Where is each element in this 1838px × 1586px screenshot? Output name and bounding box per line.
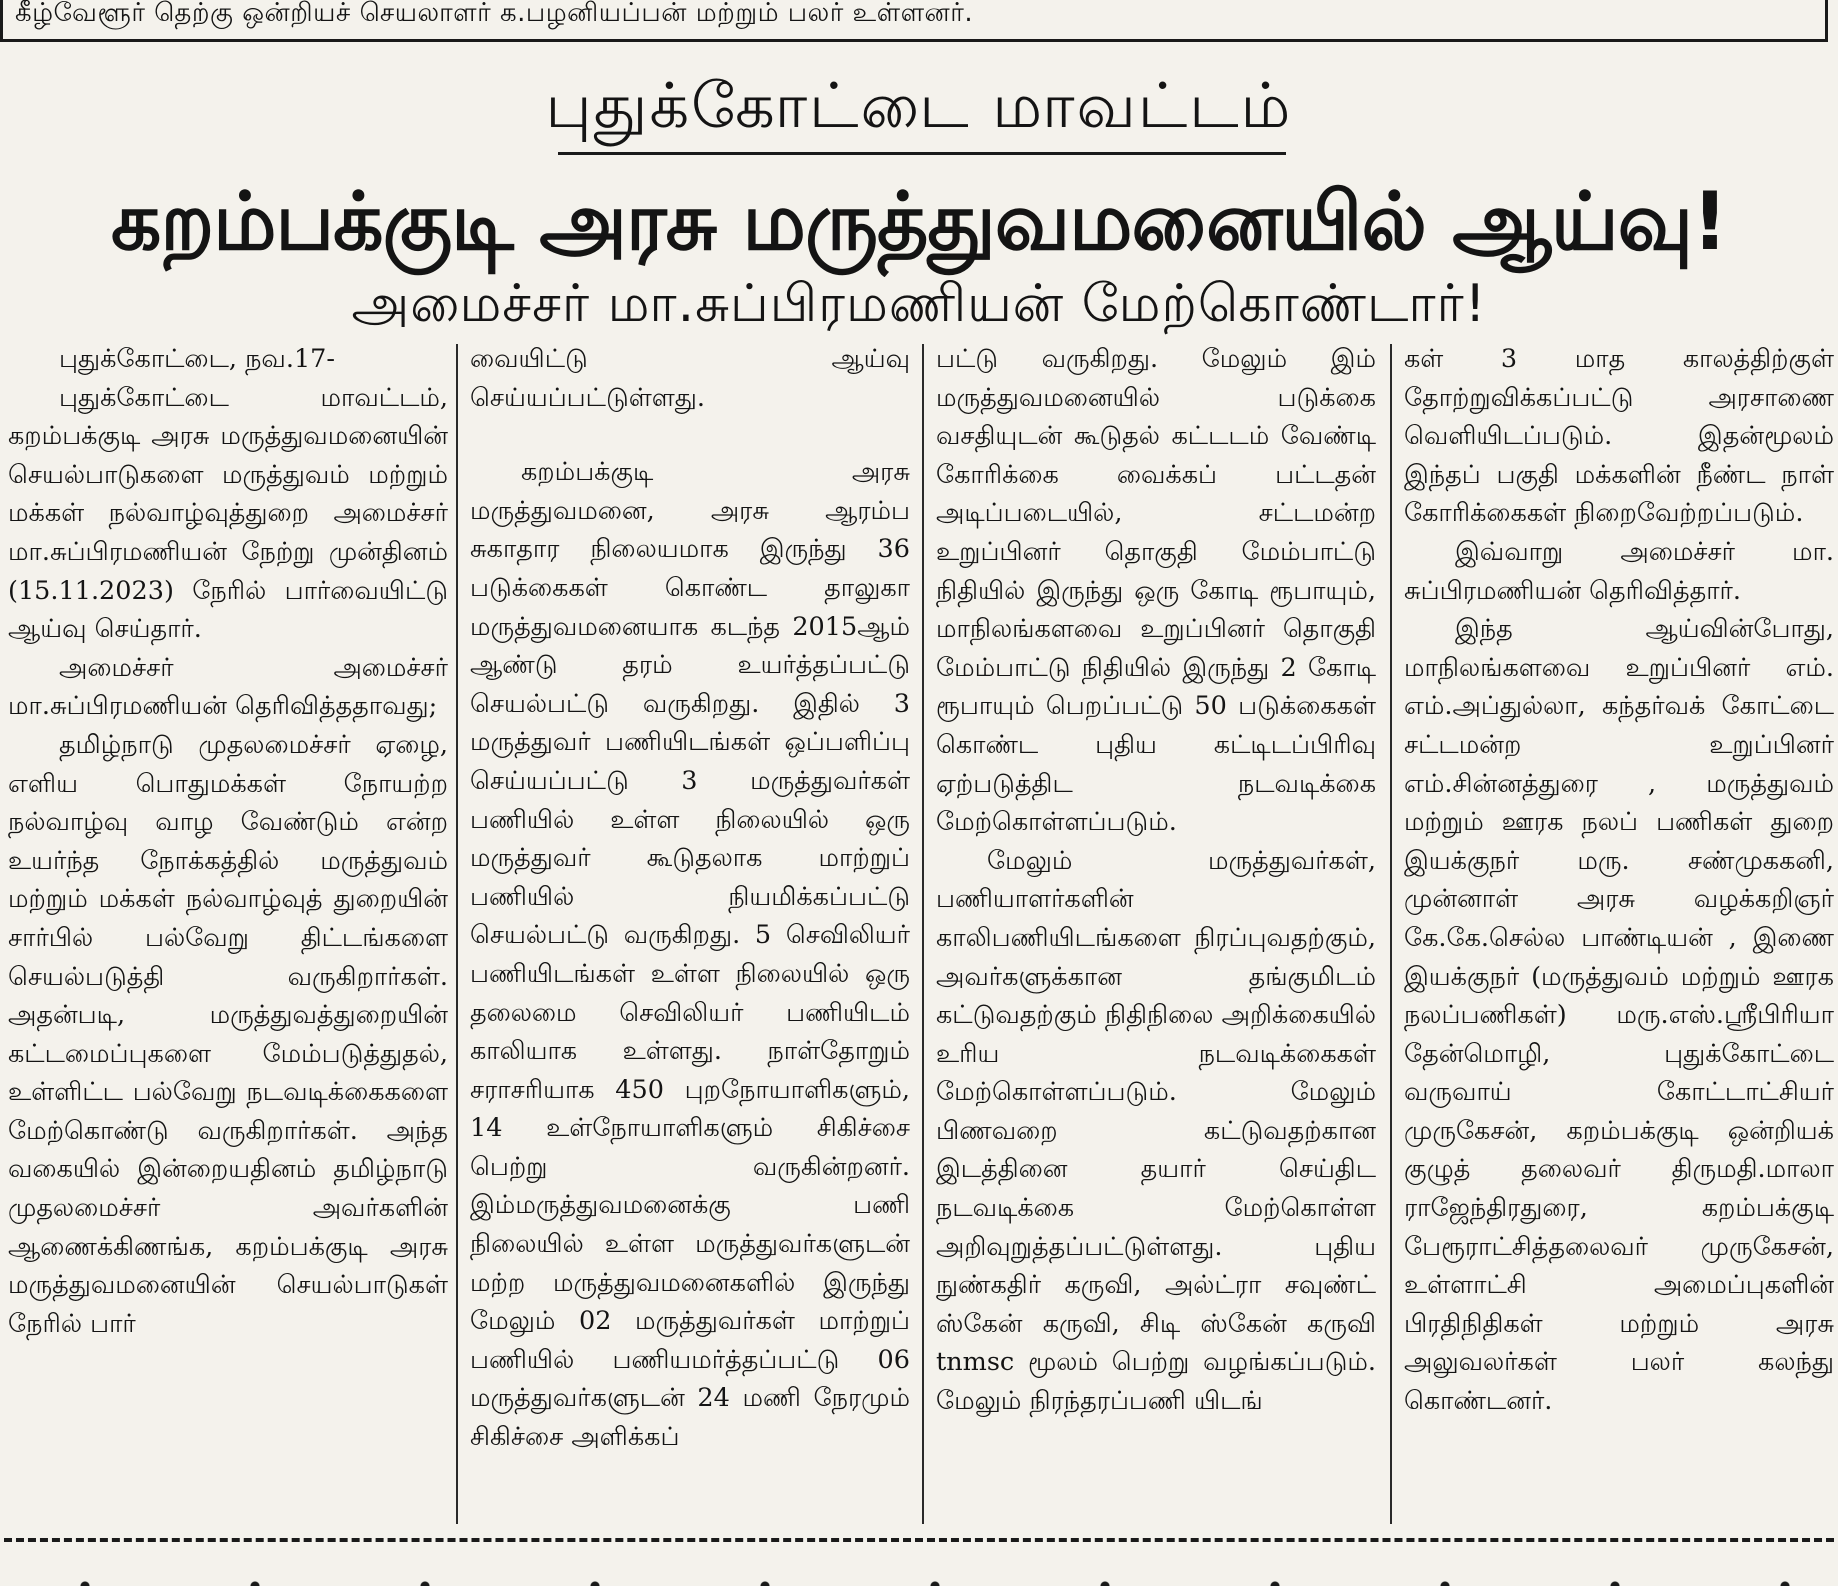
article-paragraph: தமிழ்நாடு முதலமைச்சர் ஏழை, எளிய பொதுமக்கள் நோயற்ற நல்வாழ்வு வாழ வேண்டும் என்ற உயர்ந்த நோக்கத்தில் மருத்துவம் மற்றும் மக்கள் நல்வாழ்வுத் துறையின் சார்பில் பல்வேறு திட்டங்களை செயல்படுத்தி வருகிறார்கள். அதன்படி, மருத்துவத்துறையின் கட்டமைப்புகளை மேம்படுத்துதல், உள்ளிட்ட பல்வேறு நடவடிக்கைகளை மேற்கொண்டு வருகிறார்கள். அந்த வகையில் இன்றையதினம் தமிழ்நாடு முதலமைச்சர் அவர்களின் ஆணைக்கிணங்க, கறம்பக்குடி அரசு மருத்துவமனையின் செயல்பாடுகள் நேரில் பார் — [8, 729, 448, 1339]
subheadline: அமைச்சர் மா.சுப்பிரமணியன் மேற்கொண்டார்! — [351, 274, 1487, 334]
article-paragraph: புதுக்கோட்டை மாவட்டம், கறம்பக்குடி அரசு மருத்துவமனையின் செயல்பாடுகளை மருத்துவம் மற்றும் மக்கள் நல்வாழ்வுத்துறை அமைச்சர் மா.சுப்பிரமணியன் நேற்று முன்தினம் (15.11.2023) நேரில் பார்வையிட்டு ஆய்வு செய்தார். — [8, 382, 448, 645]
district-underline — [558, 152, 1286, 155]
next-article-cropped-text — [0, 1566, 1838, 1586]
article-paragraph: அமைச்சர் அமைச்சர் மா.சுப்பிரமணியன் தெரிவித்ததாவது; — [8, 652, 448, 722]
article-column-1 — [8, 340, 448, 1532]
article-paragraph: கள் 3 மாத காலத்திற்குள் தோற்றுவிக்கப்பட்டு அரசாணை வெளியிடப்படும். இதன்மூலம் இந்தப் பகுதி மக்களின் நீண்ட நாள் கோரிக்கைகள் நிறைவேற்றப்படும். — [1404, 344, 1834, 529]
column-divider — [922, 344, 924, 1524]
article-column-2 — [470, 340, 910, 1532]
previous-article-last-line: கீழ்வேளூர் தெற்கு ஒன்றியச் செயலாளர் க.பழனியப்பன் மற்றும் பலர் உள்ளனர். — [15, 0, 974, 28]
article-paragraph: வையிட்டு ஆய்வு செய்யப்பட்டுள்ளது. — [470, 344, 910, 413]
headline: கறம்பக்குடி அரசு மருத்துவமனையில் ஆய்வு! — [111, 175, 1727, 268]
article-paragraph: இந்த ஆய்வின்போது, மாநிலங்களவை உறுப்பினர் எம். எம்.அப்துல்லா, கந்தர்வக் கோட்டை சட்டமன்ற உறுப்பினர் எம்.சின்னத்துரை , மருத்துவம் மற்றும் ஊரக நலப் பணிகள் துறை இயக்குநர் மரு. சண்முககனி, முன்னாள் அரசு வழக்கறிஞர் கே.கே.செல்ல பாண்டியன் , இணை இயக்குநர் (மருத்துவம் மற்றும் ஊரக நலப்பணிகள்) மரு.எஸ்.ஸ்ரீபிரியா தேன்மொழி, புதுக்கோட்டை வருவாய் கோட்டாட்சியர் முருகேசன், கறம்பக்குடி ஒன்றியக் குழுத் தலைவர் திருமதி.மாலா ராஜேந்திரதுரை, கறம்பக்குடி பேரூராட்சித்தலைவர் முருகேசன், உள்ளாட்சி அமைப்புகளின் பிரதிநிதிகள் மற்றும் அரசு அலுவலர்கள் பலர் கலந்து கொண்டனர். — [1404, 614, 1834, 1417]
previous-article-box — [0, 0, 1828, 42]
column-divider — [456, 344, 458, 1524]
article-paragraph: மேலும் மருத்துவர்கள், பணியாளர்களின் காலிபணியிடங்களை நிரப்புவதற்கும், அவர்களுக்கான தங்குமிடம் கட்டுவதற்கும் நிதிநிலை அறிக்கையில் உரிய நடவடிக்கைகள் மேற்கொள்ளப்படும். மேலும் பிணவறை கட்டுவதற்கான இடத்தினை தயார் செய்திட நடவடிக்கை மேற்கொள்ள அறிவுறுத்தப்பட்டுள்ளது. புதிய நுண்கதிர் கருவி, அல்ட்ரா சவுண்ட் ஸ்கேன் கருவி, சிடி ஸ்கேன் கருவி tnmsc மூலம் பெற்று வழங்கப்படும். மேலும் நிரந்தரப்பணி யிடங் — [936, 845, 1376, 1417]
column-divider — [1390, 344, 1392, 1524]
article-paragraph: கறம்பக்குடி அரசு மருத்துவமனை, அரசு ஆரம்ப சுகாதார நிலையமாக இருந்து 36 படுக்கைகள் கொண்ட தாலுகா மருத்துவமனையாக கடந்த 2015ஆம் ஆண்டு தரம் உயர்த்தப்பட்டு செயல்பட்டு வருகிறது. இதில் 3 மருத்துவர் பணியிடங்கள் ஒப்பளிப்பு செய்யப்பட்டு 3 மருத்துவர்கள் பணியில் உள்ள நிலையில் ஒரு மருத்துவர் கூடுதலாக மாற்றுப் பணியில் நியமிக்கப்பட்டு செயல்பட்டு வருகிறது. 5 செவிலியர் பணியிடங்கள் உள்ள நிலையில் ஒரு தலைமை செவிலியர் பணியிடம் காலியாக உள்ளது. நாள்தோறும் சராசரியாக 450 புறநோயாளிகளும், 14 உள்நோயாளிகளும் சிகிச்சை பெற்று வருகின்றனர். இம்மருத்துவமனைக்கு பணி நிலையில் உள்ள மருத்துவர்களுடன் மற்ற மருத்துவமனைகளில் இருந்து மேலும் 02 மருத்துவர்கள் மாற்றுப் பணியில் பணியமர்த்தப்பட்டு 06 மருத்துவர்களுடன் 24 மணி நேரமும் சிகிச்சை அளிக்கப் — [470, 457, 910, 1453]
article-paragraph: பட்டு வருகிறது. மேலும் இம் மருத்துவமனையில் படுக்கை வசதியுடன் கூடுதல் கட்டடம் வேண்டி கோரிக்கை வைக்கப் பட்டதன் அடிப்படையில், சட்டமன்ற உறுப்பினர் தொகுதி மேம்பாட்டு நிதியில் இருந்து ஒரு கோடி ரூபாயும், மாநிலங்களவை உறுப்பினர் தொகுதி மேம்பாட்டு நிதியில் இருந்து 2 கோடி ரூபாயும் பெறப்பட்டு 50 படுக்கைகள் கொண்ட புதிய கட்டிடப்பிரிவு ஏற்படுத்திட நடவடிக்கை மேற்கொள்ளப்படும். — [936, 344, 1376, 838]
article-column-3 — [936, 340, 1376, 1532]
article-body — [0, 340, 1838, 1532]
article-separator — [4, 1538, 1834, 1542]
dateline: புதுக்கோட்டை, நவ.17- — [59, 344, 336, 374]
article-paragraph: இவ்வாறு அமைச்சர் மா. சுப்பிரமணியன் தெரிவித்தார். — [1404, 536, 1834, 606]
district-heading: புதுக்கோட்டை மாவட்டம் — [545, 69, 1293, 142]
article-column-4 — [1404, 340, 1834, 1532]
